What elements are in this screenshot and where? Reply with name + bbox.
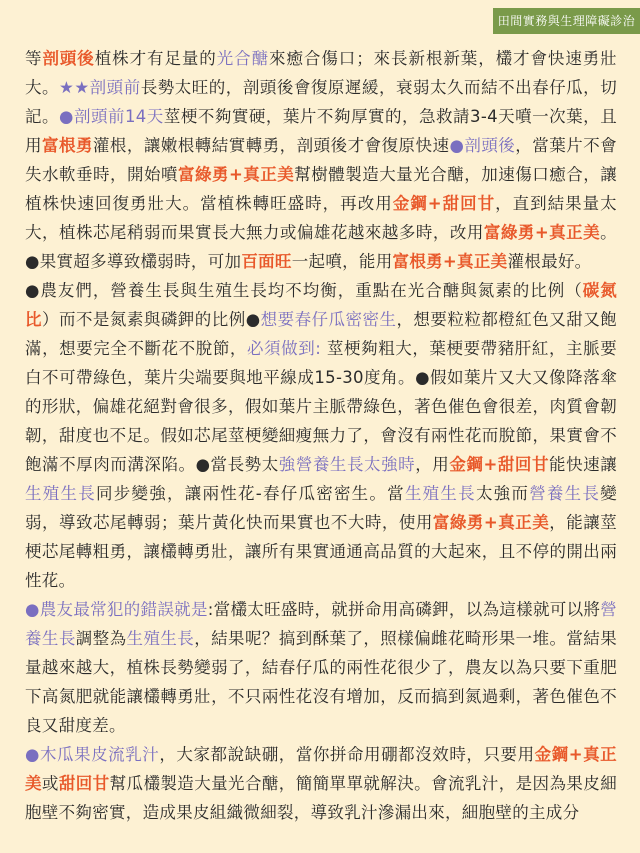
topic-highlight: 生殖生長: [25, 484, 96, 503]
body-text: :當欉太旺盛時，就拼命用高磷鉀，以為這樣就可以將: [207, 600, 601, 619]
topic-highlight: 強營養生長太強時: [278, 455, 416, 474]
paragraph-common-mistakes: [25, 595, 617, 740]
body-text: 莖梗夠粗大，葉梗要帶豬肝紅，主脈要白不可帶綠色，葉片尖端要與地平線成15-30度角。●假如葉片又大又像降落傘的形狀，偏雄花絕對會很多，假如葉片主脈帶綠色，著色催色會很差，肉質會韌韌，甜度也不足。假如芯尾莖梗變細瘦無力了，會沒有兩性花而脫節，果實會不飽滿不厚肉而溝深陷。●當長勢太: [25, 339, 617, 474]
body-text: ，能讓莖梗芯尾轉粗勇，讓欉轉勇壯，讓所有果實通通高品質的大起來，且不停的開出兩性花。: [25, 513, 617, 590]
product-highlight: 百面旺: [241, 252, 292, 271]
body-text: 灌根，讓嫩根轉結實轉勇，剖頭後才會復原快速: [92, 136, 450, 155]
body-text: 或: [41, 774, 59, 793]
body-text: 變弱，導致芯尾轉弱；葉片黃化快而果實也不大時，使用: [25, 484, 617, 532]
topic-highlight: 生殖生長: [126, 629, 195, 648]
product-highlight: 金鋼+甜回甘: [449, 455, 550, 474]
body-text: ，大家都說缺硼，當你拼命用硼都沒效時，只要用: [159, 745, 535, 764]
product-highlight: 碳氮比: [25, 281, 617, 329]
topic-highlight: ●農友最常犯的錯誤就是: [25, 600, 208, 619]
product-highlight: 富綠勇+真正美: [483, 223, 601, 242]
topic-highlight: 必須做到:: [246, 339, 322, 358]
body-text: 幫樹體製造大量光合醣，加速傷口癒合，讓植株快速回復勇壯大。當植株轉旺盛時，再改用: [25, 165, 617, 213]
topic-highlight: 想要春仔瓜密密生: [260, 310, 397, 329]
paragraph-pruning: [25, 44, 617, 276]
body-text: ，用: [415, 455, 450, 474]
body-text: 長勢太旺的，剖頭後會復原遲緩，衰弱太久而結不出春仔瓜，切記。: [25, 78, 617, 126]
body-text: 。●果實超多導致欉弱時，可加: [25, 223, 617, 271]
body-text: 太強而: [475, 484, 530, 503]
body-text: 能快速讓: [549, 455, 618, 474]
product-highlight: 甜回甘: [58, 774, 110, 793]
body-text: 灌根最好。: [507, 252, 592, 271]
body-text: 調整為: [75, 629, 127, 648]
product-highlight: 金鋼+真正美: [25, 745, 617, 793]
body-text: ）而不是氮素與磷鉀的比例●: [41, 310, 261, 329]
product-highlight: 剖頭後: [42, 49, 95, 68]
topic-highlight: ●剖頭後: [449, 136, 516, 155]
body-text: 一起噴，能用: [291, 252, 393, 271]
product-highlight: 富綠勇+真正美: [177, 165, 295, 184]
paragraph-growth-balance: [25, 276, 617, 595]
section-title: 田間實務與生理障礙診治: [497, 14, 636, 28]
topic-highlight: ●剖頭前14天: [59, 107, 164, 126]
paragraph-latex-leakage: [25, 740, 617, 827]
product-highlight: 富根勇: [41, 136, 93, 155]
topic-highlight: ●木瓜果皮流乳汁: [25, 745, 160, 764]
body-text: ，直到結果量太大，植株芯尾稍弱而果實長大無力或偏雄花越來越多時，改用: [25, 194, 617, 242]
product-highlight: 富根勇+真正美: [392, 252, 508, 271]
body-text: 來癒合傷口；來長新根新葉，欉才會快速勇壯大。: [25, 49, 618, 97]
body-text: 同步變強，讓兩性花-春仔瓜密密生。當: [96, 484, 405, 503]
body-text: 等: [25, 49, 43, 68]
body-text: ●農友們，營養生長與生殖生長均不均衡，重點在光合醣與氮素的比例（: [25, 281, 583, 300]
body-text: 植株才有足量的: [94, 49, 217, 68]
section-header-tab: [493, 8, 640, 34]
topic-highlight: 光合醣: [216, 49, 270, 68]
body-text: ，結果呢？搞到酥葉了，照樣偏雌花畸形果一堆。當結果量越來越大，植株長勢變弱了，結春仔瓜的兩性花很少了，農友以為只要下重肥下高氮肥就能讓欉轉勇壯，不只兩性花沒有增加，反而搞到氮過剩，著色催色不良又甜度差。: [25, 629, 618, 735]
topic-highlight: ★★剖頭前: [59, 78, 141, 97]
product-highlight: 富綠勇+真正美: [432, 513, 550, 532]
body-text: 幫瓜欉製造大量光合醣，簡簡單單就解決。會流乳汁，是因為果皮細胞壁不夠密實，造成果皮組織微細裂，導致乳汁滲漏出來，細胞壁的主成分: [25, 774, 617, 822]
topic-highlight: 營養生長: [25, 600, 618, 648]
topic-highlight: 營養生長: [529, 484, 601, 503]
product-highlight: 金鋼+甜回甘: [392, 194, 496, 213]
topic-highlight: 生殖生長: [404, 484, 476, 503]
body-text: 莖梗不夠實硬，葉片不夠厚實的，急救請3-4天噴一次葉，且用: [25, 107, 617, 155]
article-body: [25, 44, 617, 827]
body-text: ，當葉片不會失水軟垂時，開始噴: [25, 136, 617, 184]
body-text: ，想要粒粒都橙紅色又甜又飽滿，想要完全不斷花不脫節，: [25, 310, 617, 358]
